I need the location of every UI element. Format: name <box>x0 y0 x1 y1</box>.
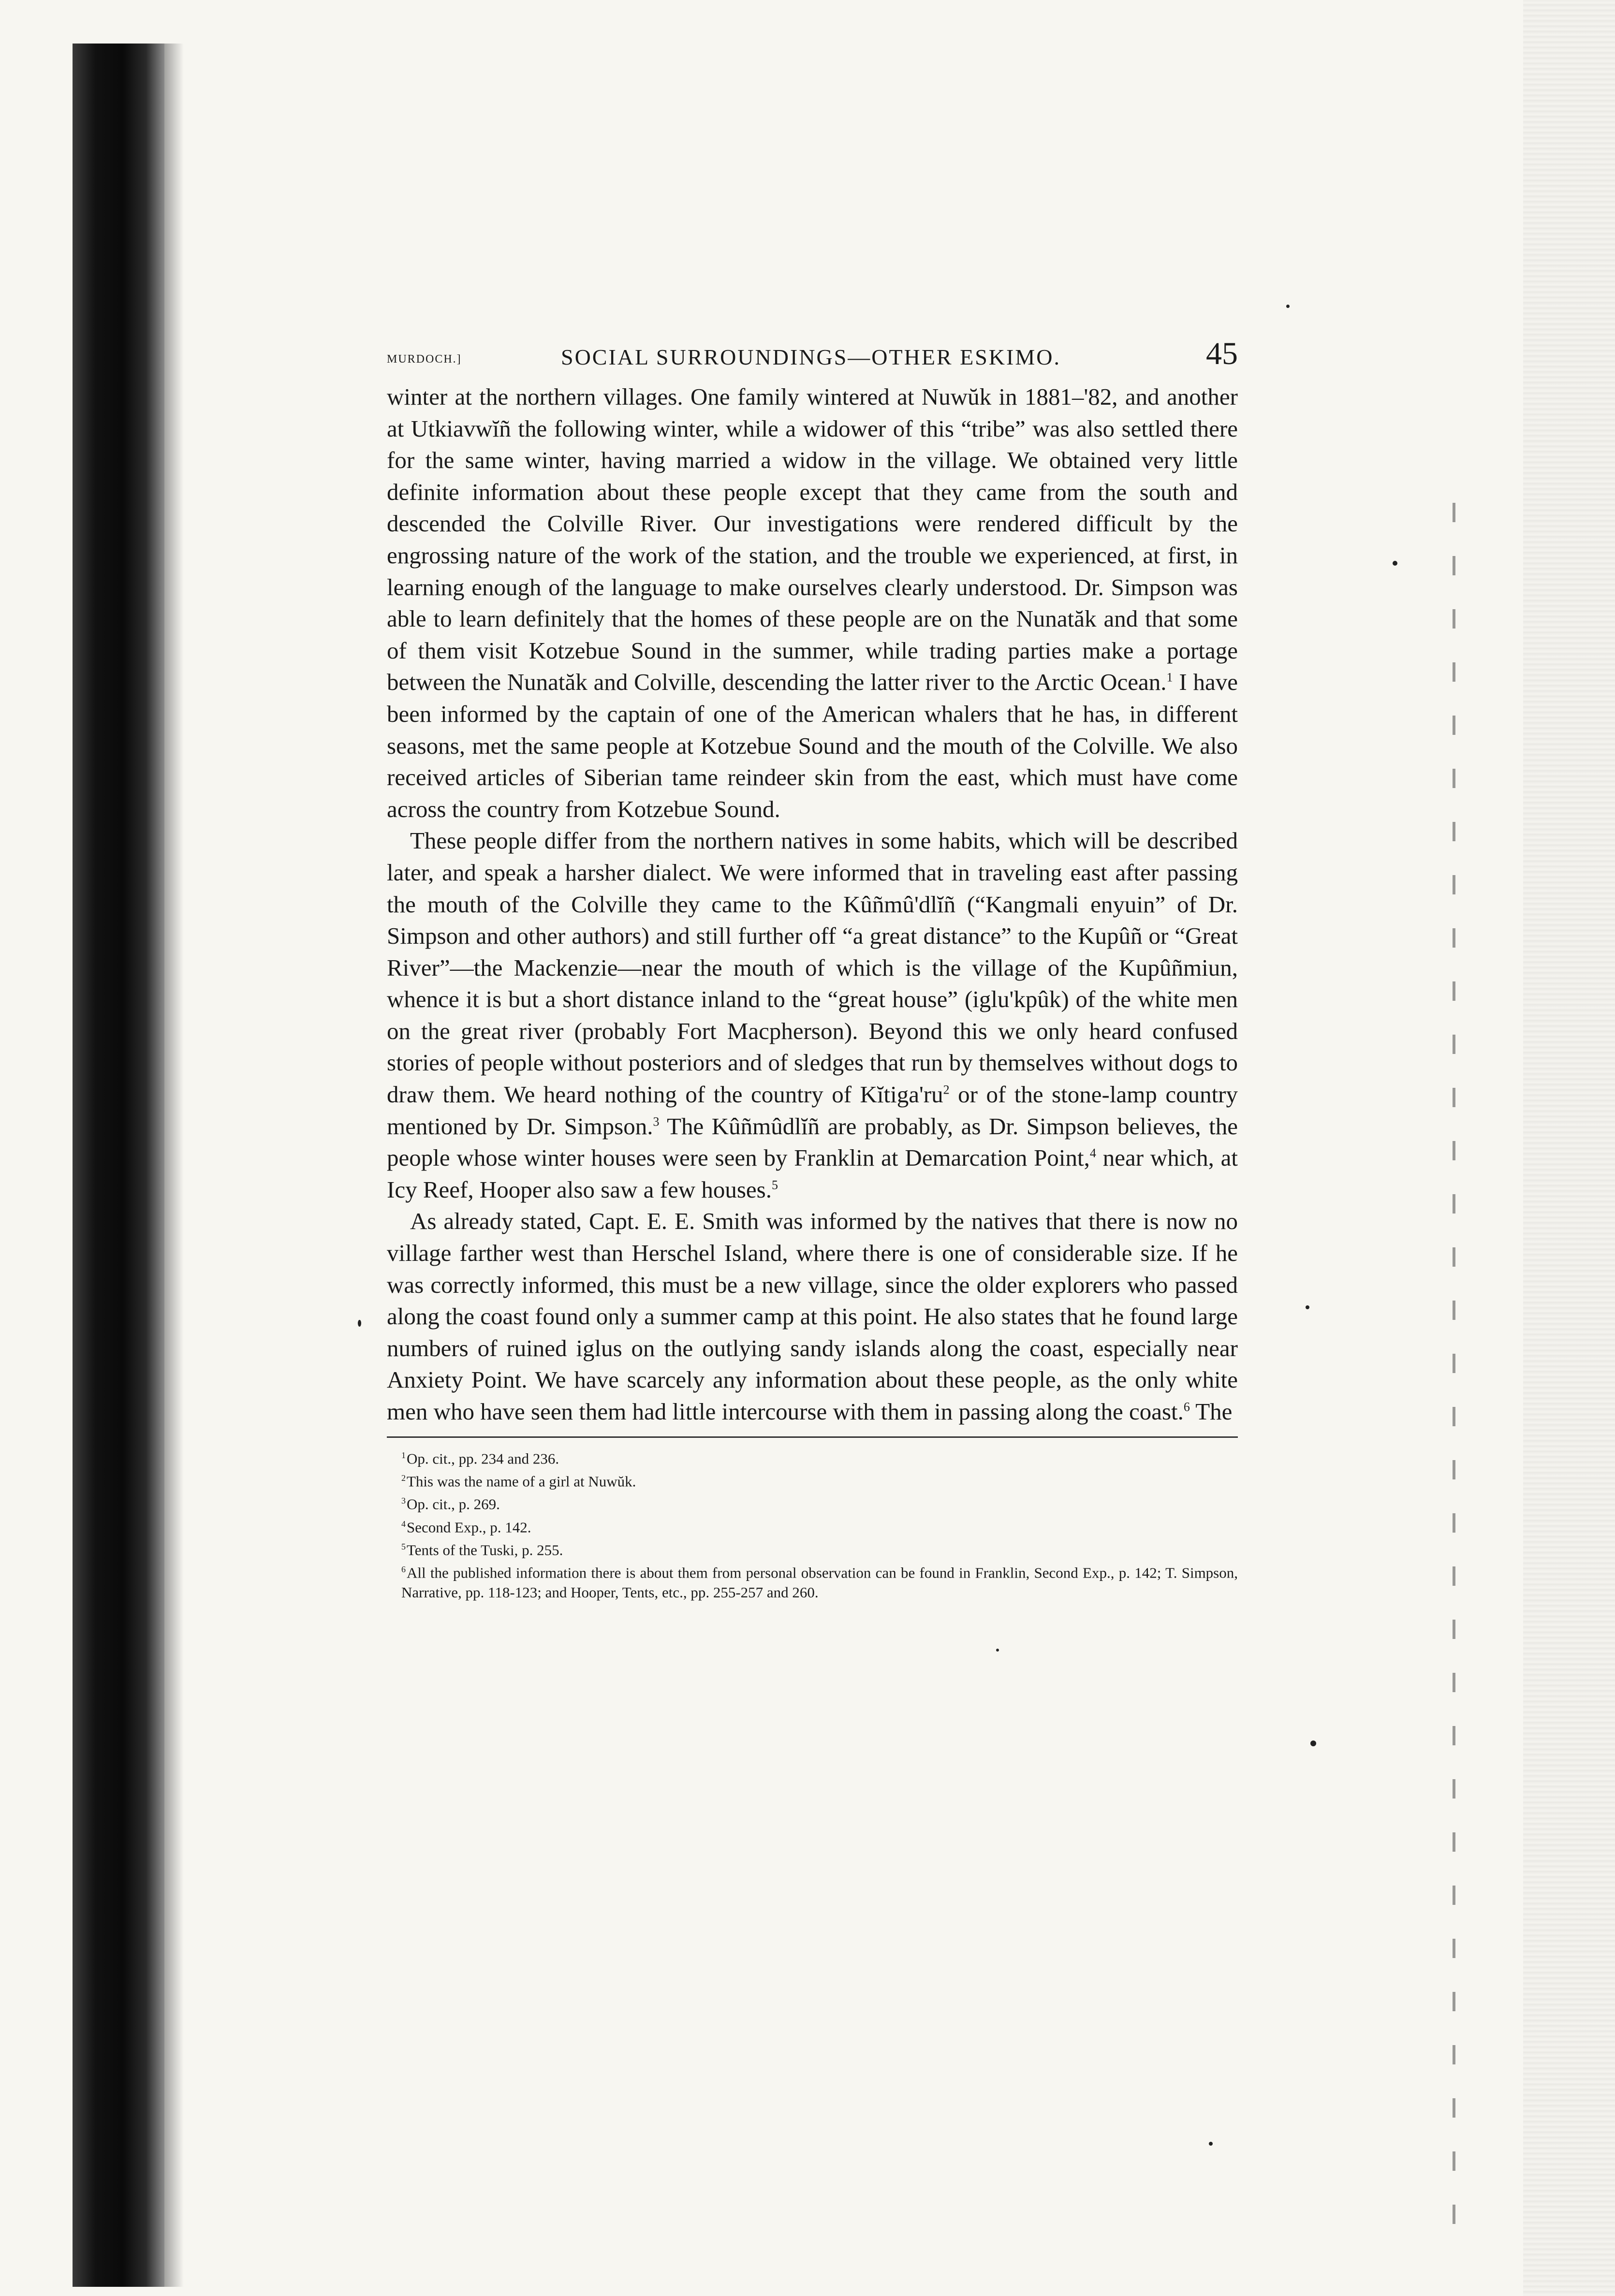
paragraph-text: The <box>1189 1398 1233 1425</box>
footnote-mark: 6 <box>401 1565 406 1575</box>
footnote-text: This was the name of a girl at Nuwŭk. <box>407 1473 636 1490</box>
footnotes <box>387 1446 1238 1602</box>
footnote-text: Op. cit., pp. 234 and 236. <box>407 1449 559 1467</box>
paragraph-text: I have been informed by the captain of one of the American whalers that he has, in different seasons, met the same people at Kotzebue Sound and the mouth of the Colville. We also received articles of Siberian tame reindeer skin from the east, which must have come across the country from Kotzebue Sound. <box>387 669 1238 822</box>
scan-right-edge <box>1523 0 1615 2296</box>
scan-speck <box>1286 305 1290 308</box>
scan-binding-shadow <box>73 44 164 2287</box>
footnote-mark: 3 <box>401 1496 406 1506</box>
body-text <box>387 381 1238 1428</box>
footnote-mark: 1 <box>401 1450 406 1460</box>
scan-right-marks <box>1453 503 1455 2243</box>
paragraph-3 <box>387 1205 1238 1427</box>
footnote-6 <box>387 1560 1238 1602</box>
scan-speck <box>1209 2142 1213 2146</box>
footnote-mark: 4 <box>401 1519 406 1529</box>
footnote-text: All the published information there is about them from personal observation can be found in Franklin, Second Exp., p. 142; T. Simpson, Narrative, pp. 118-123; and Hooper, Tents, etc., pp. 255-257 and 260. <box>401 1564 1238 1601</box>
paragraph-text: The Kûñmûdlĭñ are probably, as Dr. Simpson believes, the people whose winter houses were seen by Franklin at Demarcation Point, <box>387 1112 1238 1171</box>
running-header <box>387 334 1238 377</box>
footnote-mark: 5 <box>401 1541 406 1551</box>
paragraph-text: As already stated, Capt. E. E. Smith was informed by the natives that there is now no village farther west than Herschel Island, where there is one of considerable size. If he was correctly informed, this must be a new village, since the older explorers who passed along the coast found only a summer camp at this point. He also states that he found large numbers of ruined iglus on the outlying sandy islands along the coast, especially near Anxiety Point. We have scarcely any information about these people, as the only white men who have seen them had little intercourse with them in passing along the coast. <box>387 1208 1238 1425</box>
footnote-3 <box>401 1491 1238 1514</box>
footnote-ref: 1 <box>1166 671 1173 685</box>
footnote-text: Op. cit., p. 269. <box>407 1495 500 1513</box>
scan-binding-fade <box>164 44 184 2287</box>
running-title: SOCIAL SURROUNDINGS—OTHER ESKIMO. <box>561 345 1061 369</box>
footnote-ref: 2 <box>943 1082 950 1097</box>
paragraph-text: These people differ from the northern natives in some habits, which will be described later, and speak a harsher dialect. We were informed that in traveling east after passing the mouth of the Colville they came to the Kûñmû'dlĭñ (“Kangmali enyuin” of Dr. Simpson and other authors) and still further off “a great distance” to the Kupûñ or “Great River”—the Mackenzie—near the mouth of which is the village of the Kupûñmiun, whence it is but a short distance inland to the “great house” (iglu'kpûk) of the white men on the great river (probably Fort Macpherson). Beyond this we only heard confused stories of people without posteriors and of sledges that run by themselves without dogs to draw them. We heard nothing of the country of Kĭtiga'ru <box>387 827 1238 1108</box>
footnote-text: Second Exp., p. 142. <box>407 1518 531 1536</box>
footnote-4 <box>401 1514 1238 1537</box>
footnote-ref: 6 <box>1183 1400 1190 1414</box>
running-author: MURDOCH.] <box>387 353 462 366</box>
paragraph-text: or of the stone-lamp country mentioned by Dr. Simpson. <box>387 1081 1238 1140</box>
footnote-2 <box>401 1468 1238 1491</box>
paragraph-2 <box>387 825 1238 1205</box>
footnote-1 <box>401 1446 1238 1468</box>
book-page <box>387 334 1238 1602</box>
page-number: 45 <box>1206 336 1238 371</box>
footnote-5 <box>401 1537 1238 1560</box>
footnote-rule <box>387 1436 1238 1438</box>
scan-speck <box>1393 561 1397 566</box>
footnote-ref: 5 <box>772 1178 778 1192</box>
footnote-ref: 4 <box>1089 1146 1096 1160</box>
paragraph-text: near which, at Icy Reef, Hooper also saw a few houses. <box>387 1144 1238 1203</box>
scan-speck <box>1306 1305 1309 1309</box>
paragraph-1 <box>387 381 1238 825</box>
footnote-text: Tents of the Tuski, p. 255. <box>407 1541 563 1559</box>
footnote-mark: 2 <box>401 1473 406 1483</box>
scan-speck <box>1310 1740 1316 1746</box>
footnote-ref: 3 <box>653 1114 660 1129</box>
scan-speck <box>358 1320 361 1327</box>
scan-speck <box>996 1649 999 1652</box>
paragraph-text: winter at the northern villages. One family wintered at Nuwŭk in 1881–'82, and another at Utkiavwĭñ the following winter, while a widower of this “tribe” was also settled there for the same winter, having married a widow in the village. We obtained very little definite information about these people except that they came from the south and descended the Colville River. Our investigations were rendered difficult by the engrossing nature of the work of the station, and the trouble we experienced, at first, in learning enough of the language to make ourselves clearly understood. Dr. Simpson was able to learn definitely that the homes of these people are on the Nunatăk and that some of them visit Kotzebue Sound in the summer, while trading parties make a portage between the Nunatăk and Colville, descending the latter river to the Arctic Ocean. <box>387 383 1238 696</box>
